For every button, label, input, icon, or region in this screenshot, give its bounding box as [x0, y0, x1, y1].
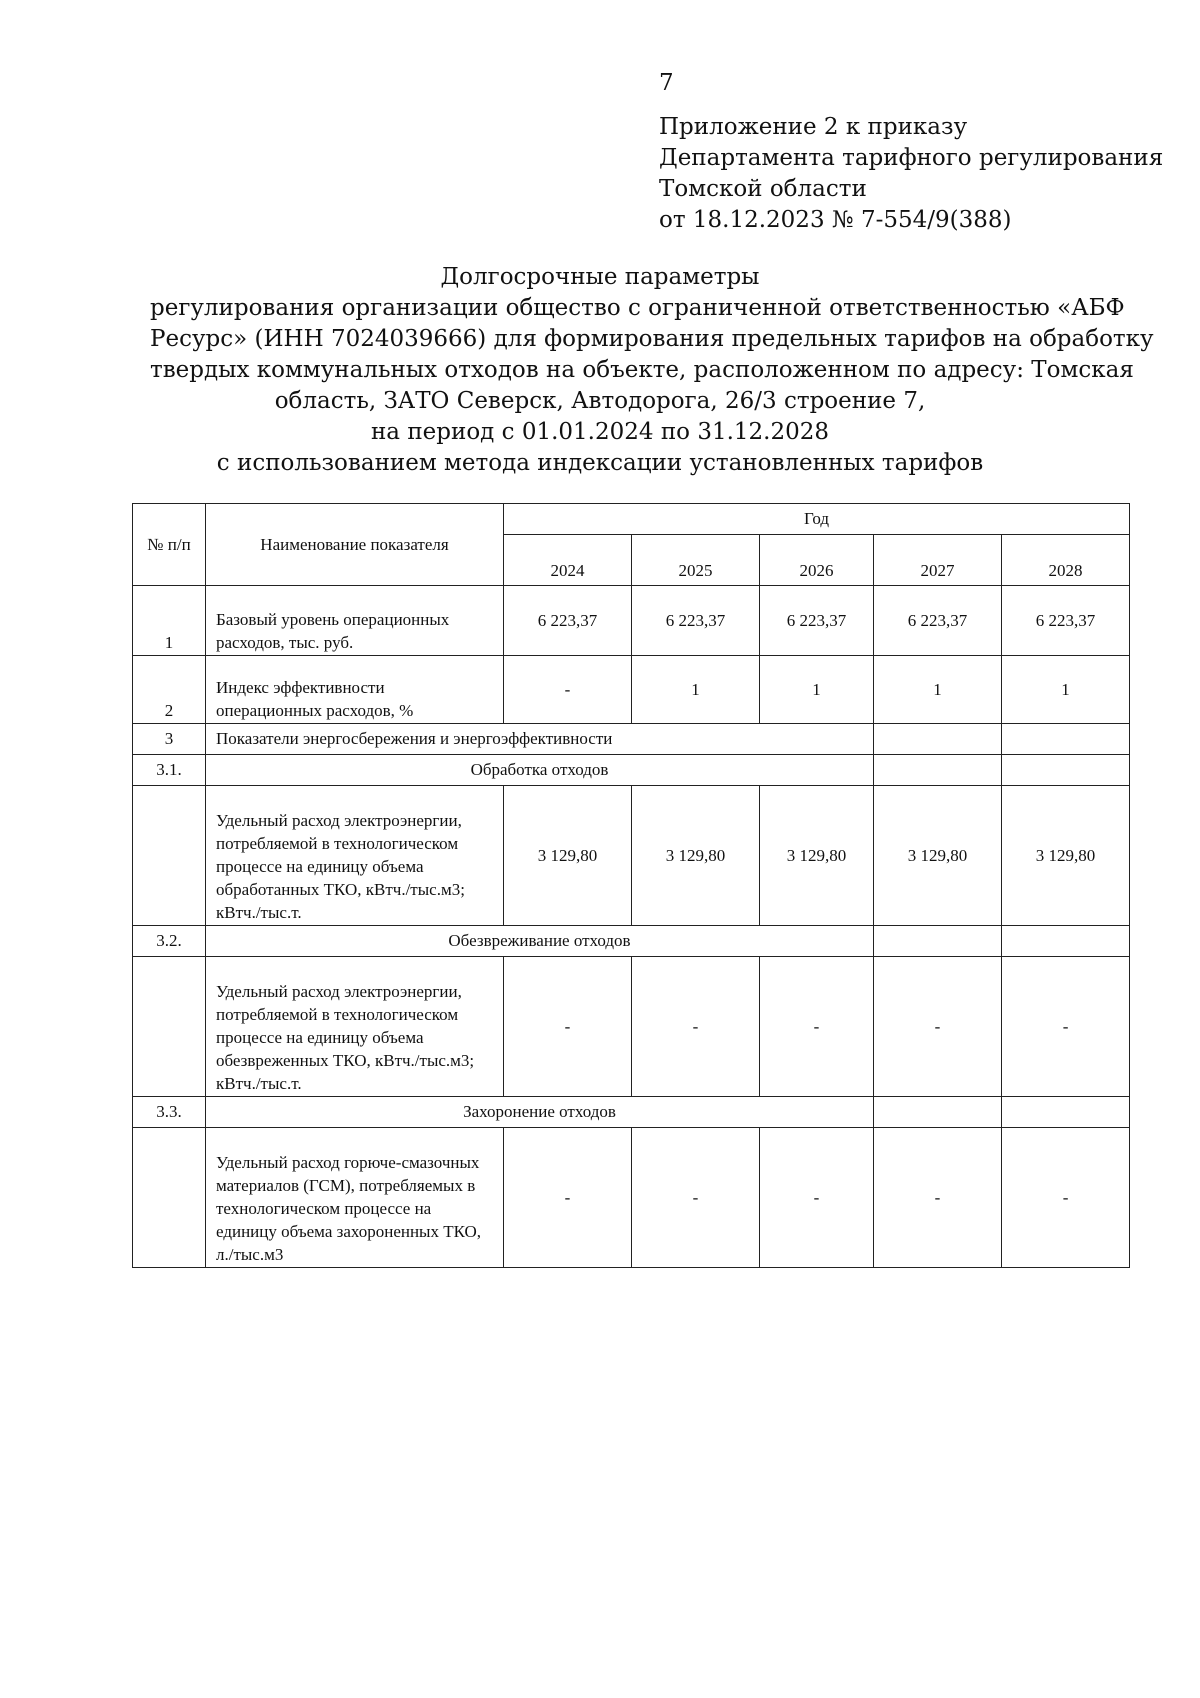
value-cell: - — [632, 1128, 760, 1268]
table-row — [133, 656, 1130, 724]
appendix-line: от 18.12.2023 № 7-554/9(388) — [659, 207, 1012, 233]
value-cell: - — [760, 957, 874, 1097]
value-cell: 1 — [632, 656, 760, 724]
row-number: 1 — [133, 586, 206, 656]
col-header-year: Год — [504, 504, 1130, 535]
value-cell: 6 223,37 — [1002, 586, 1130, 656]
section-row — [133, 1097, 1130, 1128]
empty-cell — [874, 724, 1002, 755]
indicator-name: Удельный расход электроэнергии, потребляемой в технологическом процессе на единицу объема обработанных ТКО, кВтч./тыс.м3; кВтч./тыс.т. — [206, 786, 504, 926]
empty-cell — [133, 957, 206, 1097]
section-title: Показатели энергосбережения и энергоэффективности — [206, 724, 874, 755]
value-cell: 1 — [760, 656, 874, 724]
value-cell: 3 129,80 — [504, 786, 632, 926]
title-line: твердых коммунальных отходов на объекте, расположенном по адресу: Томская — [150, 357, 1134, 383]
appendix-block — [659, 112, 1163, 236]
page-number: 7 — [659, 70, 674, 96]
empty-cell — [874, 926, 1002, 957]
value-cell: 3 129,80 — [874, 786, 1002, 926]
col-header-number: № п/п — [133, 504, 206, 586]
value-cell: 6 223,37 — [632, 586, 760, 656]
value-cell: - — [874, 1128, 1002, 1268]
table-row — [133, 586, 1130, 656]
value-cell: 3 129,80 — [760, 786, 874, 926]
value-cell: 6 223,37 — [760, 586, 874, 656]
header-row — [133, 504, 1130, 535]
empty-cell — [133, 786, 206, 926]
indicator-name: Удельный расход электроэнергии, потребляемой в технологическом процессе на единицу объема обезвреженных ТКО, кВтч./тыс.м3; кВтч./тыс.т. — [206, 957, 504, 1097]
value-cell: - — [1002, 1128, 1130, 1268]
indicator-name: Индекс эффективности операционных расходов, % — [206, 656, 504, 724]
title-line: регулирования организации общество с ограниченной ответственностью «АБФ — [150, 295, 1125, 321]
table-row — [133, 724, 1130, 755]
year-header: 2027 — [874, 535, 1002, 586]
parameters-table — [132, 503, 1130, 1268]
title-line: Долгосрочные параметры — [440, 264, 760, 290]
section-title: Обработка отходов — [206, 755, 874, 786]
value-cell: 6 223,37 — [504, 586, 632, 656]
value-cell: - — [504, 957, 632, 1097]
title-line: на период с 01.01.2024 по 31.12.2028 — [370, 419, 830, 445]
section-number: 3.2. — [133, 926, 206, 957]
empty-cell — [1002, 755, 1130, 786]
value-cell: - — [874, 957, 1002, 1097]
section-title: Захоронение отходов — [206, 1097, 874, 1128]
table-row — [133, 957, 1130, 1097]
empty-cell — [874, 755, 1002, 786]
year-header: 2026 — [760, 535, 874, 586]
value-cell: - — [504, 1128, 632, 1268]
value-cell: 3 129,80 — [1002, 786, 1130, 926]
value-cell: - — [1002, 957, 1130, 1097]
year-header: 2025 — [632, 535, 760, 586]
value-cell: 6 223,37 — [874, 586, 1002, 656]
title-line: Ресурс» (ИНН 7024039666) для формирования предельных тарифов на обработку — [150, 326, 1154, 352]
value-cell: 3 129,80 — [632, 786, 760, 926]
col-header-name: Наименование показателя — [206, 504, 504, 586]
empty-cell — [874, 1097, 1002, 1128]
title-line: область, ЗАТО Северск, Автодорога, 26/3 строение 7, — [274, 388, 926, 414]
value-cell: 1 — [874, 656, 1002, 724]
empty-cell — [133, 1128, 206, 1268]
table-row — [133, 1128, 1130, 1268]
indicator-name: Базовый уровень операционных расходов, тыс. руб. — [206, 586, 504, 656]
value-cell: - — [760, 1128, 874, 1268]
row-number: 3 — [133, 724, 206, 755]
appendix-line: Департамента тарифного регулирования — [659, 145, 1164, 171]
title-line: с использованием метода индексации установленных тарифов — [216, 450, 984, 476]
value-cell: 1 — [1002, 656, 1130, 724]
appendix-line: Томской области — [659, 176, 867, 202]
section-row — [133, 755, 1130, 786]
value-cell: - — [504, 656, 632, 724]
section-number: 3.1. — [133, 755, 206, 786]
year-header: 2024 — [504, 535, 632, 586]
empty-cell — [1002, 926, 1130, 957]
table-row — [133, 786, 1130, 926]
row-number: 2 — [133, 656, 206, 724]
section-title: Обезвреживание отходов — [206, 926, 874, 957]
appendix-line: Приложение 2 к приказу — [659, 114, 968, 140]
document-title — [150, 262, 1154, 479]
empty-cell — [1002, 1097, 1130, 1128]
section-row — [133, 926, 1130, 957]
indicator-name: Удельный расход горюче-смазочных материалов (ГСМ), потребляемых в технологическом процессе на единицу объема захороненных ТКО, л./тыс.м3 — [206, 1128, 504, 1268]
section-number: 3.3. — [133, 1097, 206, 1128]
empty-cell — [1002, 724, 1130, 755]
value-cell: - — [632, 957, 760, 1097]
year-header: 2028 — [1002, 535, 1130, 586]
